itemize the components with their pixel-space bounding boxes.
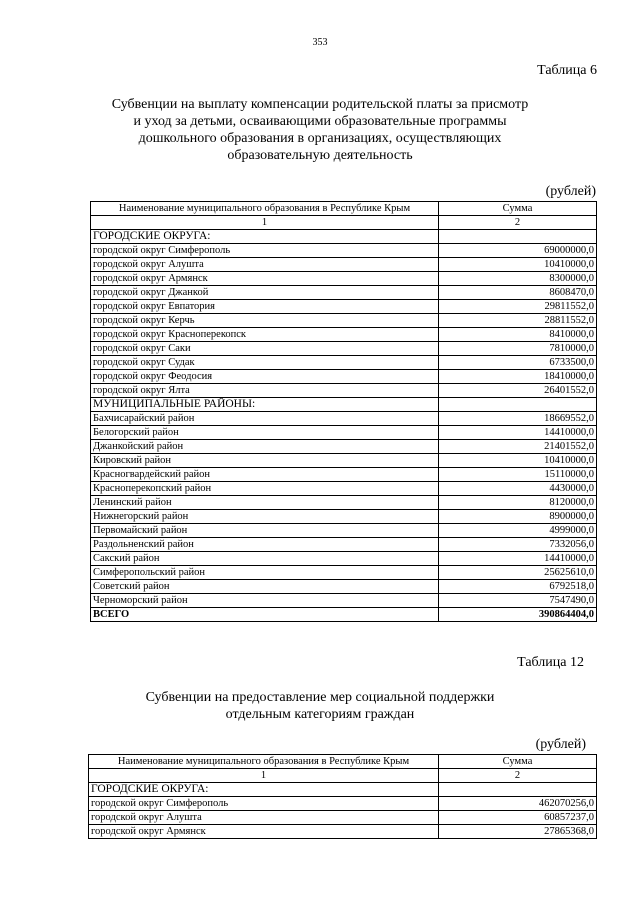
table-row: [89, 825, 597, 839]
table-row: [91, 272, 597, 286]
municipality-name: Симферопольский район: [91, 566, 439, 580]
municipality-name: городской округ Евпатория: [91, 300, 439, 314]
table12-unit: (рублей): [535, 737, 586, 752]
table-row: [91, 356, 597, 370]
table6-column-number: 2: [439, 216, 597, 230]
table-total-row: [91, 608, 597, 622]
table-row: [91, 594, 597, 608]
amount: 462070256,0: [439, 797, 597, 811]
table-row: [91, 300, 597, 314]
table-row: [91, 370, 597, 384]
amount: 10410000,0: [439, 258, 597, 272]
amount: 15110000,0: [439, 468, 597, 482]
table-row: [91, 580, 597, 594]
municipality-name: городской округ Алушта: [91, 258, 439, 272]
amount: 8300000,0: [439, 272, 597, 286]
amount: 26401552,0: [439, 384, 597, 398]
table-row: [91, 244, 597, 258]
amount: 8120000,0: [439, 496, 597, 510]
municipality-name: Джанкойский район: [91, 440, 439, 454]
municipality-name: Белогорский район: [91, 426, 439, 440]
municipality-name: Советский район: [91, 580, 439, 594]
amount: 18410000,0: [439, 370, 597, 384]
table-section-row: [91, 230, 597, 244]
municipality-name: Кировский район: [91, 454, 439, 468]
table12-header-amount: Сумма: [439, 755, 597, 769]
table6-header-name: Наименование муниципального образования в Республике Крым: [91, 202, 439, 216]
table12-title: [90, 689, 550, 723]
table12-title-line: отдельным категориям граждан: [225, 707, 415, 722]
table-row: [91, 314, 597, 328]
amount: 69000000,0: [439, 244, 597, 258]
table6: [90, 201, 597, 622]
table-row: [91, 258, 597, 272]
amount: 25625610,0: [439, 566, 597, 580]
table6-title-line: образовательную деятельность: [227, 148, 413, 163]
municipality-name: городской округ Армянск: [91, 272, 439, 286]
municipality-name: Первомайский район: [91, 524, 439, 538]
table6-title-line: дошкольного образования в организациях, осуществляющих: [138, 131, 502, 146]
table12-body: [89, 783, 597, 839]
amount: 6792518,0: [439, 580, 597, 594]
table-row: [91, 468, 597, 482]
amount: 18669552,0: [439, 412, 597, 426]
amount: 8900000,0: [439, 510, 597, 524]
table6-title: [90, 96, 550, 164]
table-row: [91, 426, 597, 440]
municipality-name: городской округ Алушта: [89, 811, 439, 825]
table-section-row: [89, 783, 597, 797]
table6-label: Таблица 6: [537, 63, 597, 78]
table-row: [91, 384, 597, 398]
municipality-name: Ленинский район: [91, 496, 439, 510]
table-row: [91, 566, 597, 580]
municipality-name: городской округ Симферополь: [89, 797, 439, 811]
table-section-row: [91, 398, 597, 412]
amount: 14410000,0: [439, 426, 597, 440]
amount: 29811552,0: [439, 300, 597, 314]
municipality-name: Сакский район: [91, 552, 439, 566]
table12-header-name: Наименование муниципального образования в Республике Крым: [89, 755, 439, 769]
amount: 390864404,0: [439, 608, 597, 622]
page-number: 353: [312, 37, 328, 48]
amount: 8608470,0: [439, 286, 597, 300]
municipality-name: ГОРОДСКИЕ ОКРУГА:: [89, 783, 439, 797]
table12-column-number: 2: [439, 769, 597, 783]
municipality-name: Нижнегорский район: [91, 510, 439, 524]
municipality-name: городской округ Симферополь: [91, 244, 439, 258]
table-row: [91, 482, 597, 496]
municipality-name: МУНИЦИПАЛЬНЫЕ РАЙОНЫ:: [91, 398, 439, 412]
table-row: [91, 342, 597, 356]
table6-body: [91, 230, 597, 622]
municipality-name: ВСЕГО: [91, 608, 439, 622]
table6-column-numbers-row: [91, 216, 597, 230]
table-row: [91, 412, 597, 426]
amount: [439, 398, 597, 412]
municipality-name: городской округ Красноперекопск: [91, 328, 439, 342]
table6-header-row: [91, 202, 597, 216]
amount: 21401552,0: [439, 440, 597, 454]
table12-header-row: [89, 755, 597, 769]
table-row: [89, 811, 597, 825]
table6-column-number: 1: [91, 216, 439, 230]
municipality-name: городской округ Саки: [91, 342, 439, 356]
amount: 4430000,0: [439, 482, 597, 496]
amount: [439, 230, 597, 244]
municipality-name: городской округ Армянск: [89, 825, 439, 839]
municipality-name: городской округ Керчь: [91, 314, 439, 328]
amount: 27865368,0: [439, 825, 597, 839]
municipality-name: ГОРОДСКИЕ ОКРУГА:: [91, 230, 439, 244]
table-row: [91, 510, 597, 524]
table12: [88, 754, 597, 839]
amount: 7332056,0: [439, 538, 597, 552]
table-row: [91, 286, 597, 300]
table6-unit: (рублей): [545, 184, 596, 199]
municipality-name: Черноморский район: [91, 594, 439, 608]
amount: 10410000,0: [439, 454, 597, 468]
amount: 6733500,0: [439, 356, 597, 370]
municipality-name: городской округ Судак: [91, 356, 439, 370]
table12-column-numbers-row: [89, 769, 597, 783]
municipality-name: городской округ Ялта: [91, 384, 439, 398]
table-row: [91, 328, 597, 342]
table12-label: Таблица 12: [517, 655, 584, 670]
table-row: [91, 454, 597, 468]
table-row: [91, 524, 597, 538]
table-row: [89, 797, 597, 811]
amount: [439, 783, 597, 797]
municipality-name: городской округ Джанкой: [91, 286, 439, 300]
table-row: [91, 496, 597, 510]
amount: 28811552,0: [439, 314, 597, 328]
amount: 4999000,0: [439, 524, 597, 538]
table12-title-line: Субвенции на предоставление мер социальной поддержки: [145, 690, 495, 705]
table-row: [91, 440, 597, 454]
table-row: [91, 538, 597, 552]
municipality-name: Бахчисарайский район: [91, 412, 439, 426]
amount: 8410000,0: [439, 328, 597, 342]
table6-title-line: Субвенции на выплату компенсации родительской платы за присмотр: [111, 97, 529, 112]
table12-column-number: 1: [89, 769, 439, 783]
municipality-name: Красногвардейский район: [91, 468, 439, 482]
municipality-name: Красноперекопский район: [91, 482, 439, 496]
table-row: [91, 552, 597, 566]
municipality-name: городской округ Феодосия: [91, 370, 439, 384]
amount: 60857237,0: [439, 811, 597, 825]
amount: 7547490,0: [439, 594, 597, 608]
municipality-name: Раздольненский район: [91, 538, 439, 552]
table6-header-amount: Сумма: [439, 202, 597, 216]
amount: 7810000,0: [439, 342, 597, 356]
amount: 14410000,0: [439, 552, 597, 566]
table6-title-line: и уход за детьми, осваивающими образовательные программы: [133, 114, 507, 129]
